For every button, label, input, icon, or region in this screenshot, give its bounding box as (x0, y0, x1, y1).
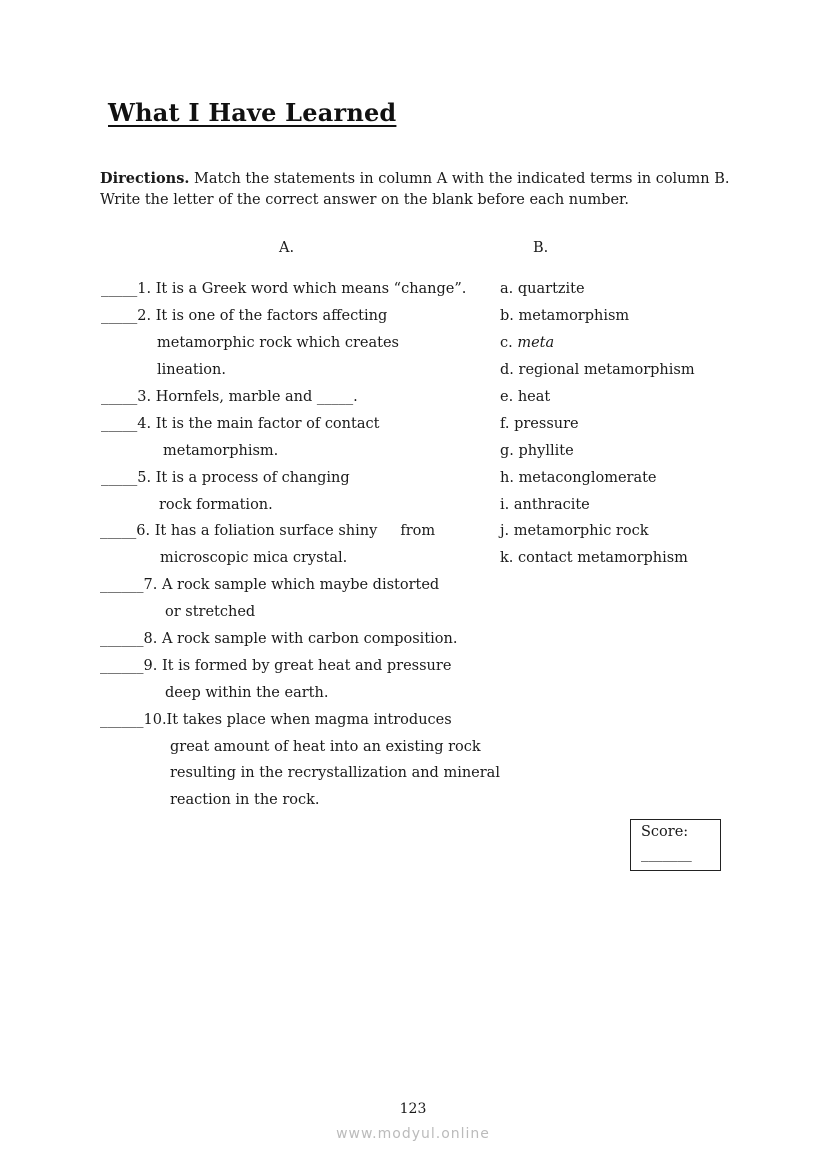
question-6: _____6. It has a foliation surface shiny from (100, 523, 436, 539)
question-5-cont: rock formation. (159, 497, 273, 513)
question-10: ______10.It takes place when magma introduces (100, 712, 452, 728)
question-2-cont: lineation. (157, 362, 226, 378)
choice-k: k. contact metamorphism (500, 550, 688, 566)
question-2-cont: metamorphic rock which creates (157, 335, 399, 351)
question-5: _____5. It is a process of changing (101, 470, 350, 486)
question-10-cont: resulting in the recrystallization and mineral (170, 765, 500, 781)
page-number: 123 (399, 1101, 427, 1117)
score-label: Score: (641, 824, 689, 840)
question-4-cont: metamorphism. (163, 443, 279, 459)
score-blank: _______ (641, 846, 692, 862)
question-7: ______7. A rock sample which maybe distorted (100, 577, 440, 593)
question-2: _____2. It is one of the factors affecting (101, 308, 388, 324)
directions-label: Directions. (100, 170, 190, 187)
watermark: www.modyul.online (336, 1126, 490, 1142)
choice-a: a. quartzite (500, 281, 585, 297)
question-7-cont: or stretched (165, 604, 256, 620)
question-3: _____3. Hornfels, marble and _____. (101, 389, 358, 405)
question-4: _____4. It is the main factor of contact (101, 416, 380, 432)
question-9-cont: deep within the earth. (165, 685, 329, 701)
page-title: What I Have Learned (108, 98, 397, 127)
column-b-header: B. (533, 240, 549, 256)
choice-f: f. pressure (500, 416, 579, 432)
question-10-cont: reaction in the rock. (170, 792, 320, 808)
choice-b: b. metamorphism (500, 308, 630, 324)
choice-j: j. metamorphic rock (500, 523, 649, 539)
column-a-header: A. (279, 240, 295, 256)
choice-d: d. regional metamorphism (500, 362, 695, 378)
question-8: ______8. A rock sample with carbon composition. (100, 631, 458, 647)
choice-h: h. metaconglomerate (500, 470, 657, 486)
question-10-cont: great amount of heat into an existing rock (170, 739, 481, 755)
choice-i: i. anthracite (500, 497, 590, 513)
question-6-cont: microscopic mica crystal. (160, 550, 348, 566)
directions (100, 168, 740, 211)
directions-text: Match the statements in column A with the indicated terms in column B. Write the letter of the correct answer on the blank before each number. (100, 171, 730, 208)
score-box (630, 819, 721, 871)
question-1: _____1. It is a Greek word which means “change”. (101, 281, 467, 297)
choice-g: g. phyllite (500, 443, 574, 459)
question-9: ______9. It is formed by great heat and pressure (100, 658, 452, 674)
choice-e: e. heat (500, 389, 551, 405)
choice-c: c. meta (500, 335, 555, 351)
